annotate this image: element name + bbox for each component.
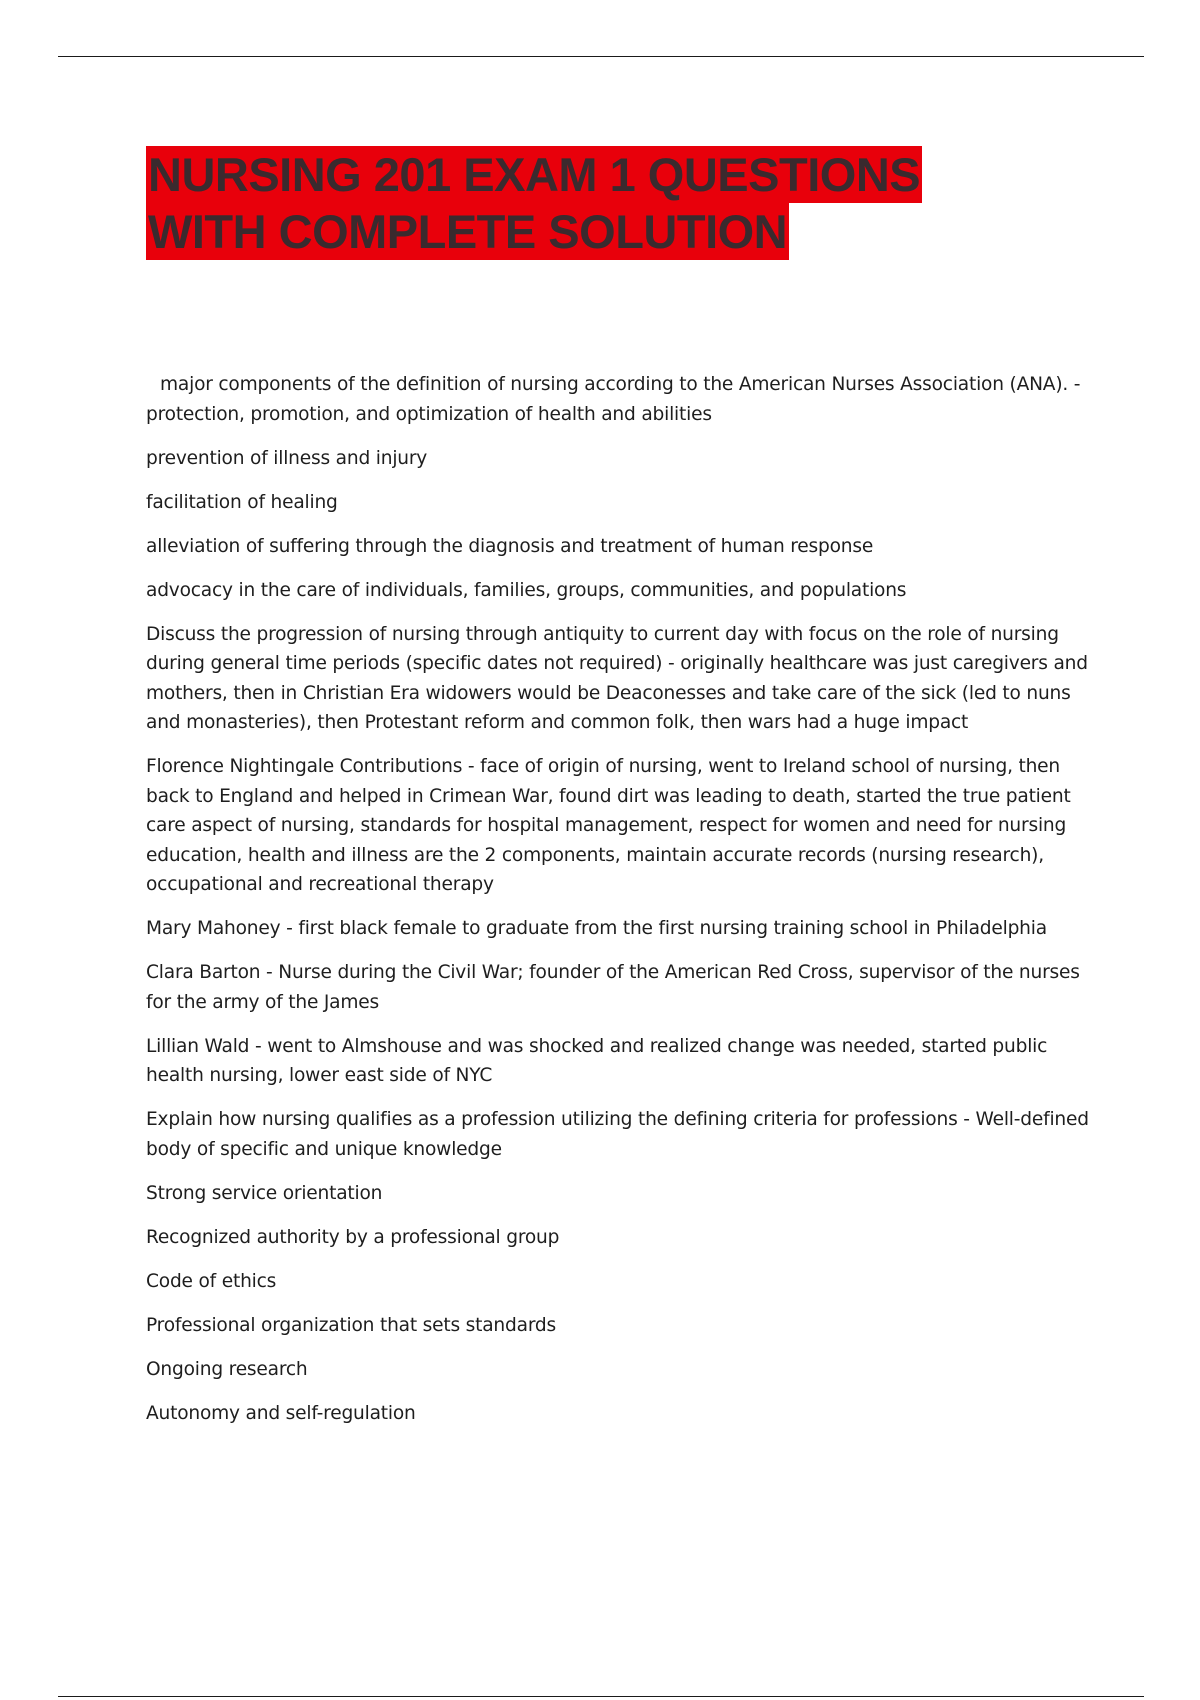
paragraph-ana-definition: major components of the definition of nursing according to the American Nurses Association (ANA). - protection, promotion, and optimization of health and abilities [146, 374, 1081, 425]
paragraph-mahoney: Mary Mahoney - first black female to graduate from the first nursing training school in Philadelphia [146, 918, 1047, 939]
paragraph-nightingale: Florence Nightingale Contributions - face of origin of nursing, went to Ireland school of nursing, then back to England and helped in Crimean War, found dirt was leading to death, started the true patient care aspect of nursing, standards for hospital management, respect for women and need for nursing education, health and illness are the 2 components, maintain accurate records (nursing research), occupational and recreational therapy [146, 756, 1071, 895]
document-body [146, 370, 1096, 1443]
paragraph-autonomy: Autonomy and self-regulation [146, 1402, 416, 1424]
document-title [146, 146, 1046, 260]
paragraph-profession: Explain how nursing qualifies as a profession utilizing the defining criteria for professions - Well-defined body of specific and unique knowledge [146, 1109, 1089, 1160]
top-rule [58, 56, 1144, 57]
paragraph-authority: Recognized authority by a professional group [146, 1226, 560, 1248]
paragraph-progression: Discuss the progression of nursing through antiquity to current day with focus on the role of nursing during general time periods (specific dates not required) - originally healthcare was just caregivers and mothers, then in Christian Era widowers would be Deaconesses and take care of the sick (led to nuns and monasteries), then Protestant reform and common folk, then wars had a huge impact [146, 623, 1088, 733]
paragraph-prevention: prevention of illness and injury [146, 447, 428, 469]
paragraph-organization: Professional organization that sets standards [146, 1314, 557, 1336]
bottom-rule [58, 1696, 1144, 1697]
paragraph-service: Strong service orientation [146, 1182, 383, 1204]
paragraph-barton: Clara Barton - Nurse during the Civil War; founder of the American Red Cross, supervisor of the nurses for the army of the James [146, 962, 1080, 1013]
paragraph-healing: facilitation of healing [146, 491, 338, 513]
paragraph-alleviation: alleviation of suffering through the diagnosis and treatment of human response [146, 535, 874, 557]
paragraph-advocacy: advocacy in the care of individuals, families, groups, communities, and populations [146, 579, 907, 601]
paragraph-research: Ongoing research [146, 1358, 308, 1380]
title-line-2: WITH COMPLETE SOLUTION [148, 205, 788, 258]
title-line-1: NURSING 201 EXAM 1 QUESTIONS [148, 148, 921, 201]
paragraph-wald: Lillian Wald - went to Almshouse and was shocked and realized change was needed, started public health nursing, lower east side of NYC [146, 1035, 1048, 1086]
paragraph-ethics: Code of ethics [146, 1270, 277, 1292]
